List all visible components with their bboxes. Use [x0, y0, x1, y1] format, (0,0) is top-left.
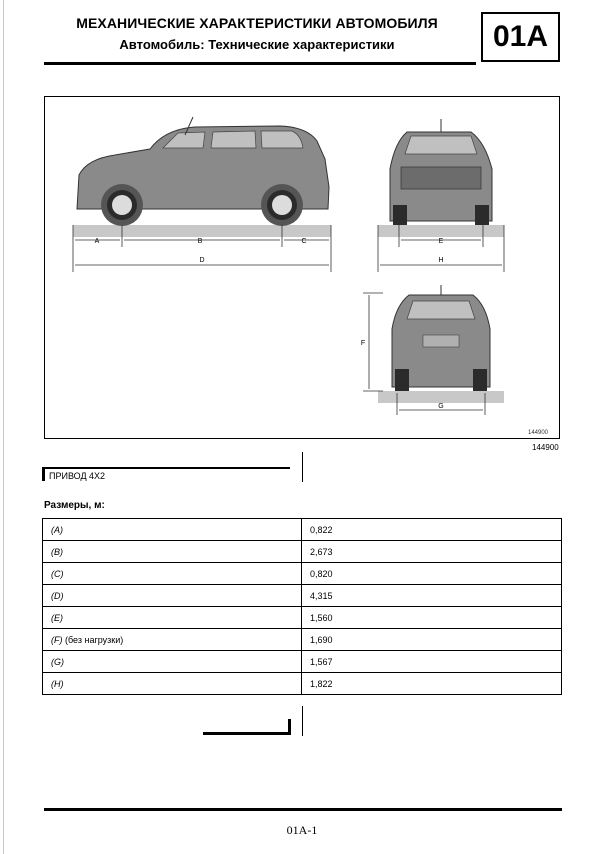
dim-label-a: A — [94, 238, 100, 245]
row-label: (B) — [51, 546, 63, 557]
row-label: (A) — [51, 524, 63, 535]
row-label-cell — [43, 541, 302, 563]
figure-code: 144900 — [532, 443, 559, 452]
table-row — [43, 607, 562, 629]
header-rule — [44, 62, 476, 65]
column-divider-top — [302, 452, 303, 482]
row-label-cell — [43, 607, 302, 629]
table-row — [43, 629, 562, 651]
vehicle-dimensions-figure — [44, 96, 560, 439]
dimensions-table — [42, 518, 562, 695]
footer-rule — [44, 808, 562, 811]
table-row — [43, 519, 562, 541]
row-label-cell — [43, 563, 302, 585]
column-divider-bottom — [302, 706, 303, 736]
row-note: (без нагрузки) — [62, 634, 124, 645]
dim-label-h: H — [438, 257, 444, 264]
dim-label-e: E — [438, 238, 444, 245]
row-label-cell — [43, 585, 302, 607]
table-row — [43, 563, 562, 585]
dim-label-b: B — [197, 238, 203, 245]
section-code: 01A — [492, 20, 549, 53]
car-front-view — [378, 119, 504, 237]
page-edge-rule — [3, 0, 4, 854]
row-label-cell — [43, 651, 302, 673]
row-value: 1,822 — [302, 673, 562, 695]
dim-label-c: C — [301, 238, 307, 245]
section-heading: ПРИВОД 4X2 — [42, 467, 290, 481]
row-label: (E) — [51, 612, 63, 623]
vehicle-dimensions-drawing — [45, 97, 559, 438]
section-code-box — [481, 12, 560, 62]
car-rear-view — [378, 285, 504, 403]
row-value: 1,690 — [302, 629, 562, 651]
dim-label-g: G — [438, 403, 444, 410]
row-value: 2,673 — [302, 541, 562, 563]
figure-code-inner: 144900 — [528, 430, 549, 436]
car-side-view — [73, 117, 331, 237]
page-number: 01A-1 — [286, 823, 318, 837]
row-value: 1,560 — [302, 607, 562, 629]
row-value: 0,822 — [302, 519, 562, 541]
row-label: (H) — [51, 678, 64, 689]
row-label-cell — [43, 629, 302, 651]
row-label-cell — [43, 673, 302, 695]
dim-label-d: D — [199, 257, 205, 264]
row-value: 1,567 — [302, 651, 562, 673]
row-label: (F) — [51, 634, 63, 645]
page-subtitle: Автомобиль: Технические характеристики — [119, 37, 395, 52]
row-label-cell — [43, 519, 302, 541]
table-row — [43, 585, 562, 607]
row-label: (C) — [51, 568, 64, 579]
row-value: 4,315 — [302, 585, 562, 607]
page-title: МЕХАНИЧЕСКИЕ ХАРАКТЕРИСТИКИ АВТОМОБИЛЯ — [76, 15, 438, 31]
row-label: (G) — [51, 656, 64, 667]
table-row — [43, 651, 562, 673]
dimensions-label: Размеры, м: — [44, 500, 105, 511]
table-row — [43, 541, 562, 563]
table-row — [43, 673, 562, 695]
section-end-marker — [203, 719, 291, 735]
row-label: (D) — [51, 590, 64, 601]
row-value: 0,820 — [302, 563, 562, 585]
dim-label-f: F — [360, 340, 366, 347]
